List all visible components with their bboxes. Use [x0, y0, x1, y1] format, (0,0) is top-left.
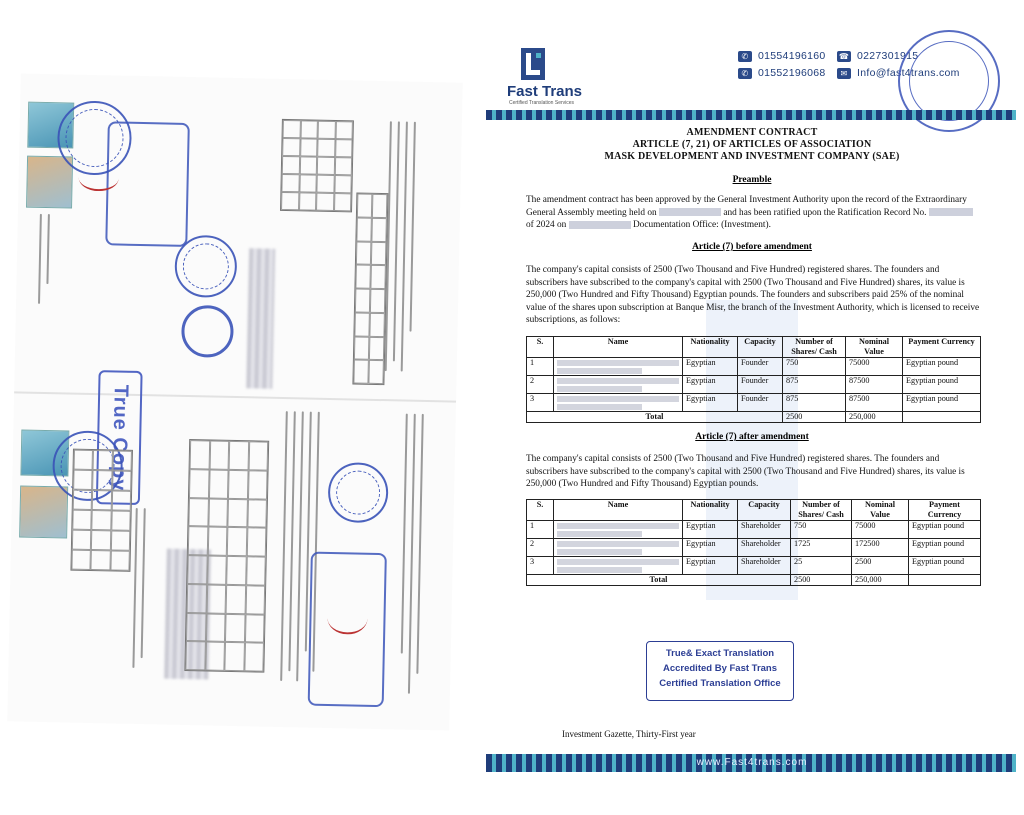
- cell-currency: Egyptian pound: [909, 521, 981, 539]
- email-address: Info@fast4trans.com: [857, 67, 960, 79]
- table-row: [527, 557, 981, 575]
- col-header: S.: [527, 500, 554, 521]
- true-copy-label: True Copy: [107, 383, 132, 492]
- cell-name-redacted: [554, 521, 683, 539]
- footer-website-link[interactable]: www.Fast4trans.com: [696, 757, 808, 768]
- round-seal: [181, 305, 234, 358]
- preamble-paragraph: [526, 194, 982, 232]
- cell-currency: Egyptian pound: [909, 557, 981, 575]
- cell-capacity: Founder: [738, 376, 783, 394]
- cell-capacity: Shareholder: [738, 557, 791, 575]
- arabic-share-table: [280, 119, 354, 212]
- cell-nationality: Egyptian: [683, 539, 738, 557]
- col-header: Number of Shares/ Cash: [783, 337, 846, 358]
- cell-shares: 25: [791, 557, 852, 575]
- cell-currency: Egyptian pound: [903, 376, 981, 394]
- phone-icon: ✆: [738, 51, 752, 62]
- accreditation-stamp: [646, 641, 794, 701]
- accreditation-line: Accredited By Fast Trans: [662, 663, 778, 674]
- cell-currency: Egyptian pound: [909, 539, 981, 557]
- preamble-text: of 2024 on: [526, 220, 567, 231]
- cell-shares: 875: [783, 376, 846, 394]
- arabic-share-table: [70, 449, 133, 572]
- cell-currency: Egyptian pound: [903, 394, 981, 412]
- col-header: Nationality: [683, 337, 738, 358]
- table-total-row: [527, 412, 981, 423]
- cell-capacity: Shareholder: [738, 539, 791, 557]
- document-subtitle: ARTICLE (7, 21) OF ARTICLES OF ASSOCIATION: [632, 139, 872, 150]
- cell-nationality: Egyptian: [683, 521, 738, 539]
- article-after-paragraph: The company's capital consists of 2500 (Two Thousand and Five Hundred) registered shares. The founders and subscribers have subscribed to the company's capital with 2500 (Two Thousand and Five Hundred) shares, its value is 250,000 (Two Hundred and Fifty Thousand) Egyptian pounds.: [526, 454, 965, 490]
- redacted-date: [569, 221, 631, 229]
- scanned-original-document: [7, 73, 462, 730]
- col-header: Capacity: [738, 337, 783, 358]
- arabic-share-table: [184, 439, 269, 673]
- cell-nominal: 87500: [846, 394, 903, 412]
- redacted-date: [659, 208, 721, 216]
- total-nominal: 250,000: [846, 412, 903, 423]
- brand-name: Fast Trans: [507, 83, 583, 100]
- preamble-text: and has been ratified upon the Ratification Record No.: [723, 207, 927, 218]
- cell-capacity: Shareholder: [738, 521, 791, 539]
- eagle-seal: [174, 235, 237, 298]
- col-header: Nominal Value: [852, 500, 909, 521]
- total-currency-empty: [903, 412, 981, 423]
- cell-shares: 750: [783, 358, 846, 376]
- col-header: Capacity: [738, 500, 791, 521]
- translated-page: [480, 0, 1024, 815]
- total-shares: 2500: [783, 412, 846, 423]
- cell-name-redacted: [554, 358, 683, 376]
- cell-nationality: Egyptian: [683, 376, 738, 394]
- table-row: [527, 394, 981, 412]
- phone-icon: ✆: [738, 68, 752, 79]
- cell-name-redacted: [554, 394, 683, 412]
- cell-name-redacted: [554, 557, 683, 575]
- revenue-stamp-image: [26, 156, 73, 209]
- shares-table-before: [526, 336, 981, 423]
- cell-s: 1: [527, 358, 554, 376]
- cell-shares: 750: [791, 521, 852, 539]
- telephone-icon: ☎: [838, 51, 850, 61]
- scan-lower-half: [7, 395, 456, 730]
- table-row: [527, 521, 981, 539]
- cell-s: 2: [527, 376, 554, 394]
- cell-nationality: Egyptian: [683, 394, 738, 412]
- revenue-stamp-image: [19, 486, 68, 539]
- gazette-reference: Investment Gazette, Thirty-First year: [562, 729, 696, 739]
- total-label: Total: [527, 575, 791, 586]
- table-row: [527, 539, 981, 557]
- phone-contact: [738, 67, 826, 79]
- cell-nationality: Egyptian: [683, 358, 738, 376]
- phone-number: 01554196160: [758, 50, 826, 62]
- cell-nationality: Egyptian: [683, 557, 738, 575]
- article-before-heading: Article (7) before amendment: [692, 242, 812, 252]
- col-header: Name: [554, 500, 683, 521]
- cell-nominal: 87500: [846, 376, 903, 394]
- shares-table-after: [526, 499, 981, 586]
- redacted-record-number: [929, 208, 973, 216]
- arabic-share-table: [352, 192, 388, 385]
- cell-s: 3: [527, 557, 554, 575]
- cell-capacity: Founder: [738, 394, 783, 412]
- col-header: Name: [554, 337, 683, 358]
- authority-rectangular-stamp: [105, 121, 190, 247]
- cell-name-redacted: [554, 539, 683, 557]
- table-total-row: [527, 575, 981, 586]
- accreditation-line: True& Exact Translation: [665, 648, 775, 659]
- preamble-text: Documentation Office: (Investment).: [632, 220, 771, 231]
- arabic-text-column: [384, 121, 415, 381]
- col-header: Number of Shares/ Cash: [791, 500, 852, 521]
- cell-shares: 1725: [791, 539, 852, 557]
- article-before-paragraph: The company's capital consists of 2500 (Two Thousand and Five Hundred) registered shares. The founders and subscribers have subscribed to the company's capital with 2500 (Two Thousand and Five Hundred) shares, its value is 250,000 (Two Hundred and Fifty Thousand) Egyptian pounds. The founders and subscribers paid 25% of the nominal value of the shares upon subscription at Banque Misr, the branch of the Investment Authority, which is licensed to receive subscriptions, as follows:: [526, 265, 980, 326]
- total-nominal: 250,000: [852, 575, 909, 586]
- col-header: Nominal Value: [846, 337, 903, 358]
- scan-upper-half: [14, 73, 463, 492]
- total-currency-empty: [909, 575, 981, 586]
- cell-nominal: 75000: [846, 358, 903, 376]
- redacted-names: [246, 248, 275, 389]
- arabic-text-column: [400, 414, 424, 704]
- brand-tagline: Certified Translation Services: [509, 100, 575, 106]
- arabic-text-column: [132, 508, 145, 668]
- accreditation-line: Certified Translation Office: [659, 678, 781, 689]
- phone-number: 0227301915: [857, 50, 919, 62]
- company-name: MASK DEVELOPMENT AND INVESTMENT COMPANY (SAE): [604, 151, 900, 162]
- table-row: [527, 376, 981, 394]
- total-shares: 2500: [791, 575, 852, 586]
- col-header: Payment Currency: [909, 500, 981, 521]
- cell-nominal: 172500: [852, 539, 909, 557]
- col-header: S.: [527, 337, 554, 358]
- cell-nominal: 2500: [852, 557, 909, 575]
- total-label: Total: [527, 412, 783, 423]
- preamble-heading: Preamble: [732, 175, 772, 185]
- cell-s: 3: [527, 394, 554, 412]
- document-title: AMENDMENT CONTRACT: [686, 127, 818, 138]
- table-header-row: [527, 337, 981, 358]
- phone-number: 01552196068: [758, 67, 826, 79]
- eagle-seal: [328, 462, 389, 523]
- cell-s: 2: [527, 539, 554, 557]
- table-header-row: [527, 500, 981, 521]
- cell-name-redacted: [554, 376, 683, 394]
- phone-contact: [738, 50, 826, 62]
- header-decorative-band: [486, 110, 1016, 120]
- cell-s: 1: [527, 521, 554, 539]
- cell-currency: Egyptian pound: [903, 358, 981, 376]
- col-header: Payment Currency: [903, 337, 981, 358]
- cell-shares: 875: [783, 394, 846, 412]
- cell-capacity: Founder: [738, 358, 783, 376]
- table-row: [527, 358, 981, 376]
- article-after-heading: Article (7) after amendment: [695, 432, 809, 442]
- arabic-text-column: [38, 214, 50, 304]
- envelope-icon: ✉: [837, 68, 851, 79]
- preamble-text: The amendment contract has been approved by the General Investment Authority upon the record of the Extraordinary General Assembly meeting held on: [526, 195, 967, 218]
- col-header: Nationality: [683, 500, 738, 521]
- cell-nominal: 75000: [852, 521, 909, 539]
- fast-trans-logo-icon: [521, 48, 545, 80]
